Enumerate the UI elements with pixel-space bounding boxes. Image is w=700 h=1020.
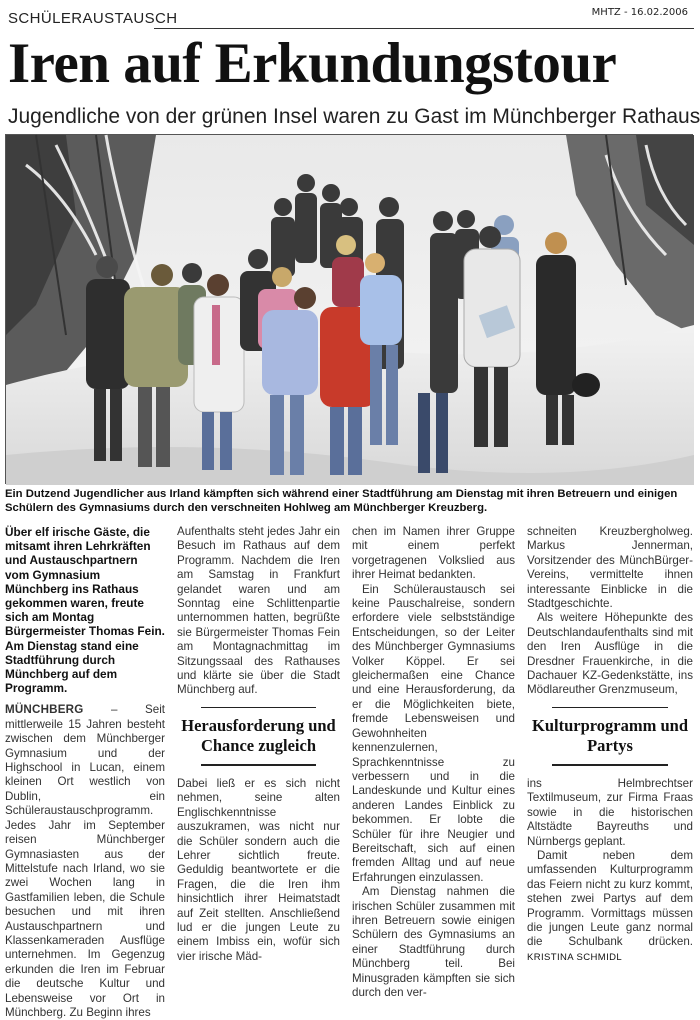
subhead-box-1 xyxy=(177,707,340,766)
column-3 xyxy=(352,525,515,1000)
paragraph-7: schneiten Kreuzbergholweg. Markus Jennerman, Vorsitzender des MünchBürger-Vereins, vermittelte ihnen interessante Einblicke in die Stadtgeschichte. xyxy=(527,525,693,611)
paragraph-3: Dabei ließ er es sich nicht nehmen, seine alten Englischkenntnisse auszukramen, was nicht nur die Schüler sondern auch die Lehrer sichtlich freute. Geduldig beantwortete er die Fragen, die die Iren ihm hinsichtlich ihrer Heimatstadt auf Zeit stellten. Anschließend lud er die jungen Leute zu einem Imbiss ein, wofür sich vier irische Mäd- xyxy=(177,776,340,963)
paragraph-8: Als weitere Höhepunkte des Deutschlandaufenthalts sind mit den Iren Ausflüge in die Dresdner Frauenkirche, in die Dachauer KZ-Gedenkstätte, ins Mödlareuther Grenzmuseum, xyxy=(527,611,693,697)
headline: Iren auf Erkundungstour xyxy=(8,32,617,95)
paragraph-2: Aufenthalts steht jedes Jahr ein Besuch im Rathaus auf dem Programm. Nachdem die Iren am Samstag in Frankfurt gelandet waren und am Sonntag eine Schlittenpartie unternommen hatten, begrüßte sie Bürgermeister Thomas Fein am Montagnachmittag im Sitzungssaal des Rathauses und klärte sie über die Stadt Münchberg auf. xyxy=(177,525,340,697)
dateline-location: MÜNCHBERG xyxy=(5,703,84,717)
paragraph-9: ins Helmbrechtser Textilmuseum, zur Firma Fraas sowie in die historischen Altstädte Bayreuths und Nürnbergs geplant. xyxy=(527,776,693,848)
subhead-box-2 xyxy=(527,707,693,766)
paragraph-1: MÜNCHBERG – Seit mittlerweile 15 Jahren besteht zwischen dem Münchberger Gymnasium und der Highschool in Lucan, einem kleinen Ort westlich von Dublin, ein Schüleraustauschprogramm. Jedes Jahr im September reisen Münchberger Gymnasiasten aus der Mittelstufe nach Irland, wo sie zwei Wochen lang in Gastfamilien leben, die Schule besuchen und mit ihren Austauschpartnern und Klassenkameraden Ausflüge unternehmen. Im Gegenzug erkunden die Iren im Februar die deutsche Kultur und Lebensweise vor Ort in Münchberg. Zu Beginn ihres xyxy=(5,703,165,1019)
subhead-challenge: Herausforderung und Chance zugleich xyxy=(181,716,336,756)
column-1 xyxy=(5,525,165,1020)
paragraph-10: Damit neben dem umfassenden Kulturprogramm das Feiern nicht zu kurz kommt, stehen zwei Partys auf dem Programm. Vormittags müssen die jungen Leute ganz normal die Schulbank drücken. KRISTINA SCHMIDL xyxy=(527,848,693,963)
group-photo-illustration xyxy=(6,135,694,485)
paragraph-4: chen im Namen ihrer Gruppe mit einem perfekt vorgetragenen Volkslied aus ihrer Heimat bedankten. xyxy=(352,525,515,582)
column-4 xyxy=(527,525,693,965)
subheadline: Jugendliche von der grünen Insel waren zu Gast im Münchberger Rathaus xyxy=(8,105,700,128)
paragraph-5: Ein Schüleraustausch sei keine Pauschalreise, sondern erfordere viele selbstständige Entscheidungen, so der Leiter des Münchberger Gymnasiums Volker Köppel. Er sei gleichermaßen eine Chance und eine Herausforderung, da er die Möglichkeiten biete, fremde Lebensweisen und Gewohnheiten kennenzulernen, Sprachkenntnisse zu verbessern und in die Landeskunde und Kultur eines anderen Landes Einblick zu bekommen. Er lobte die Schüler für ihre Neugier und Bereitschaft, sich auf einen fremden Alltag und auf neue Erfahrungen einzulassen. xyxy=(352,582,515,884)
photo-caption: Ein Dutzend Jugendlicher aus Irland kämpften sich während einer Stadtführung am Dienstag mit ihren Betreuern und einigen Schülern des Gymnasiums durch den verschneiten Hohlweg am Münchberger Kreuzberg. xyxy=(5,488,678,514)
header-rule xyxy=(154,28,694,29)
author-byline: KRISTINA SCHMIDL xyxy=(527,951,623,963)
page-header xyxy=(6,6,694,30)
article-lead: Über elf irische Gäste, die mitsamt ihren Lehrkräften und Austauschpartnern vom Gymnasium Münchberg ins Rathaus gekommen waren, freute sich am Montag Bürgermeister Thomas Fein. Am Dienstag stand eine Stadtführung durch Münchberg auf dem Programm. xyxy=(5,525,165,696)
section-kicker: SCHÜLERAUSTAUSCH xyxy=(8,10,178,27)
source-date-stamp: MHTZ - 16.02.2006 xyxy=(591,7,688,18)
paragraph-6: Am Dienstag nahmen die irischen Schüler zusammen mit ihren Betreuern sowie einigen Schülern des Gymnasiums an einer Stadtführung durch Münchberg teil. Bei Minusgraden kämpften sie sich durch den ver- xyxy=(352,885,515,999)
column-2 xyxy=(177,525,340,964)
group-photo xyxy=(5,134,693,484)
subhead-culture: Kulturprogramm und Partys xyxy=(531,716,688,756)
